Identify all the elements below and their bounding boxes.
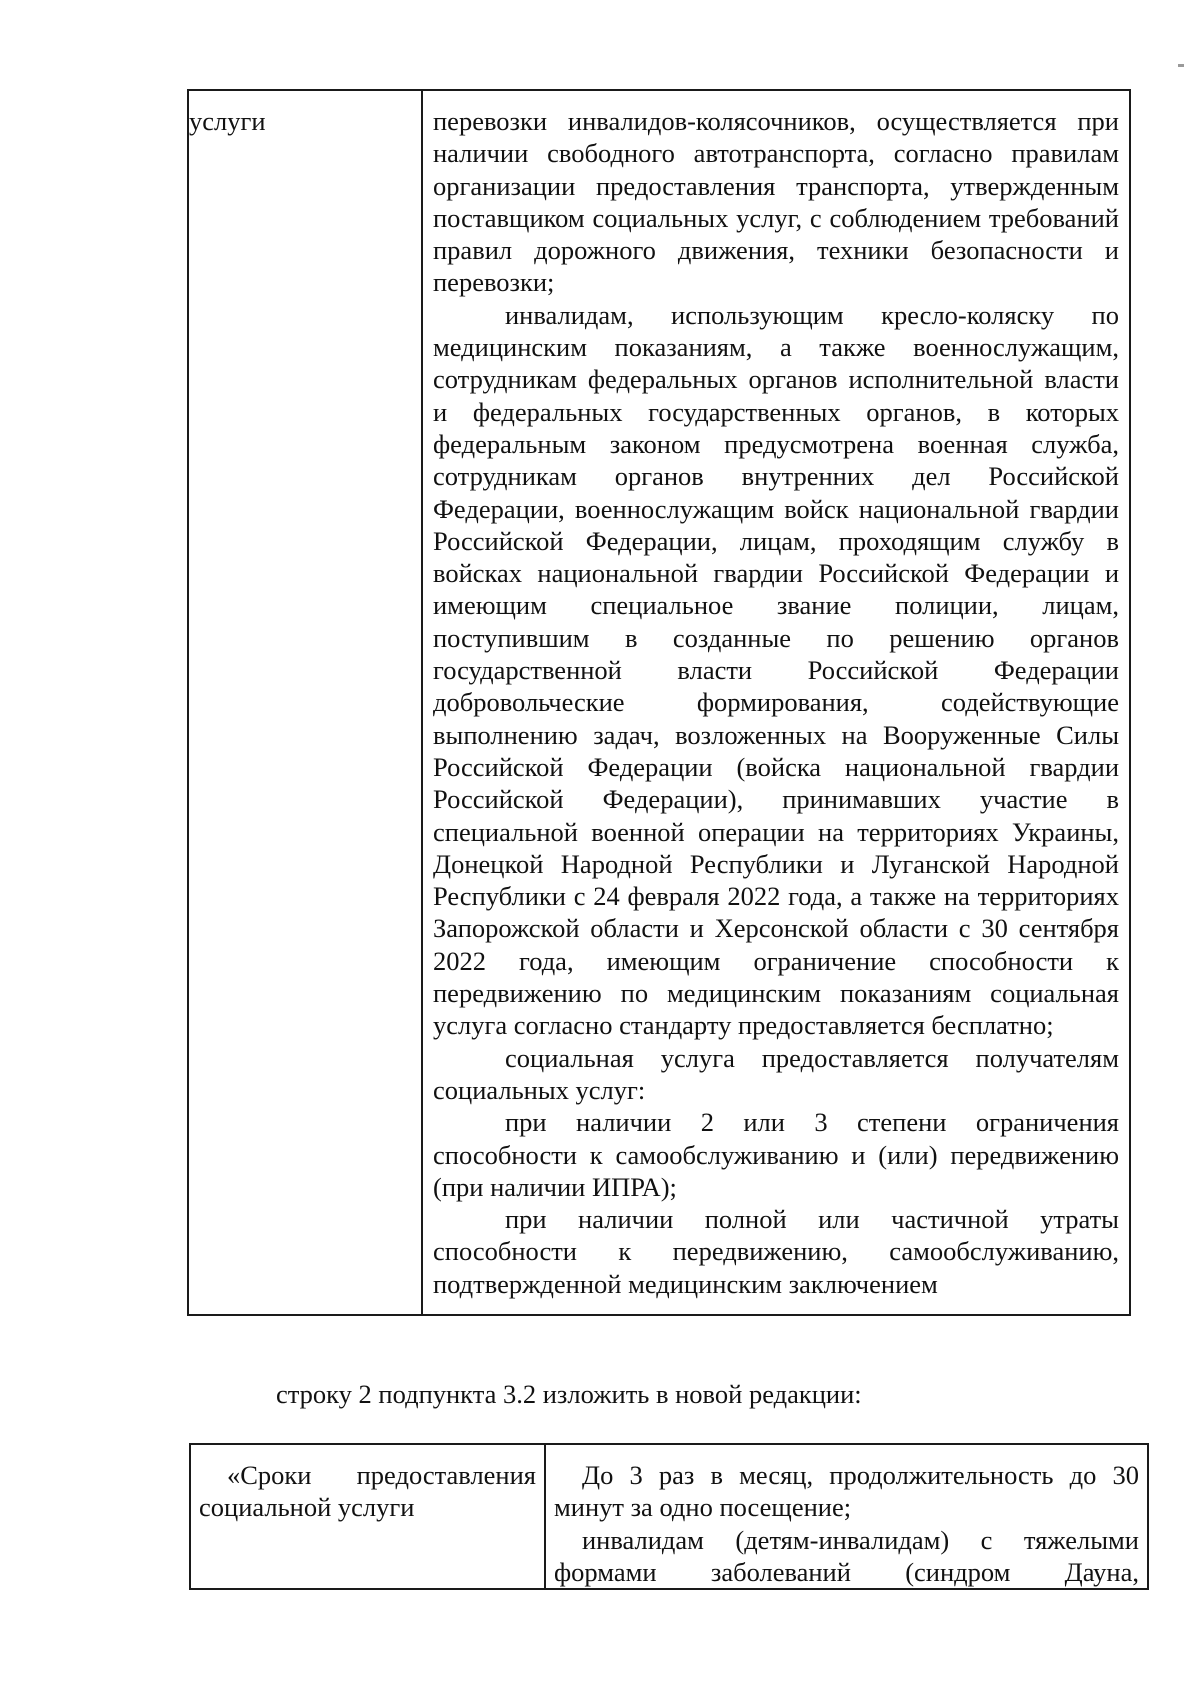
disabled-children-paragraph: инвалидам (детям-инвалидам) с тяжелыми формами заболеваний (синдром Дауна, xyxy=(554,1524,1139,1587)
table-row xyxy=(190,1444,1148,1589)
table-row xyxy=(188,90,1130,1315)
table-cell-label xyxy=(190,1444,545,1589)
limitation-degree-paragraph: при наличии 2 или 3 степени ограничения способности к самообслуживанию и (или) передвижению (при наличии ИПРА); xyxy=(433,1107,1119,1202)
frequency-paragraph: До 3 раз в месяц, продолжительность до 30 минут за одно посещение; xyxy=(554,1460,1139,1523)
amendment-instruction: строку 2 подпункта 3.2 изложить в новой редакции: xyxy=(276,1379,862,1409)
table-cell-description xyxy=(422,90,1130,1315)
table-cell-label xyxy=(188,90,422,1315)
service-terms-table xyxy=(189,1443,1149,1590)
service-table-continuation xyxy=(187,89,1131,1316)
service-label: услуги xyxy=(189,106,266,136)
medical-conclusion-paragraph: при наличии полной или частичной утраты способности к передвижению, самообслуживанию, подтвержденной медицинским заключением xyxy=(433,1204,1119,1299)
table-cell-description xyxy=(545,1444,1148,1589)
transport-rules-paragraph: перевозки инвалидов-колясочников, осуществляется при наличии свободного автотранспорта, согласно правилам организации предоставления транспорта, утвержденным поставщиком социальных услуг, с соблюдением требований правил дорожного движения, техники безопасности и перевозки; xyxy=(433,106,1119,298)
page-edge-mark xyxy=(1178,64,1184,67)
free-service-paragraph: инвалидам, использующим кресло-коляску по медицинским показаниям, а также военнослужащим, сотрудникам федеральных органов исполнительной власти и федеральных государственных органов, в которых федеральным законом предусмотрена военная служба, сотрудникам органов внутренних дел Российской Федерации, военнослужащим войск национальной гвардии Российской Федерации, лицам, проходящим службу в войсках национальной гвардии Российской Федерации и имеющим специальное звание полиции, лицам, поступившим в созданные по решению органов государственной власти Российской Федерации добровольческие формирования, содействующие выполнению задач, возложенных на Вооруженные Силы Российской Федерации (войска национальной гвардии Российской Федерации), принимавших участие в специальной военной операции на территориях Украины, Донецкой Народной Республики и Луганской Народной Республики с 24 февраля 2022 года, а также на территориях Запорожской области и Херсонской области с 30 сентября 2022 года, имеющим ограничение способности к передвижению по медицинским показаниям социальная услуга согласно стандарту предоставляется бесплатно; xyxy=(433,299,1119,1041)
recipients-intro-paragraph: социальная услуга предоставляется получателям социальных услуг: xyxy=(433,1042,1119,1105)
terms-label: «Сроки предоставления социальной услуги xyxy=(199,1460,536,1523)
